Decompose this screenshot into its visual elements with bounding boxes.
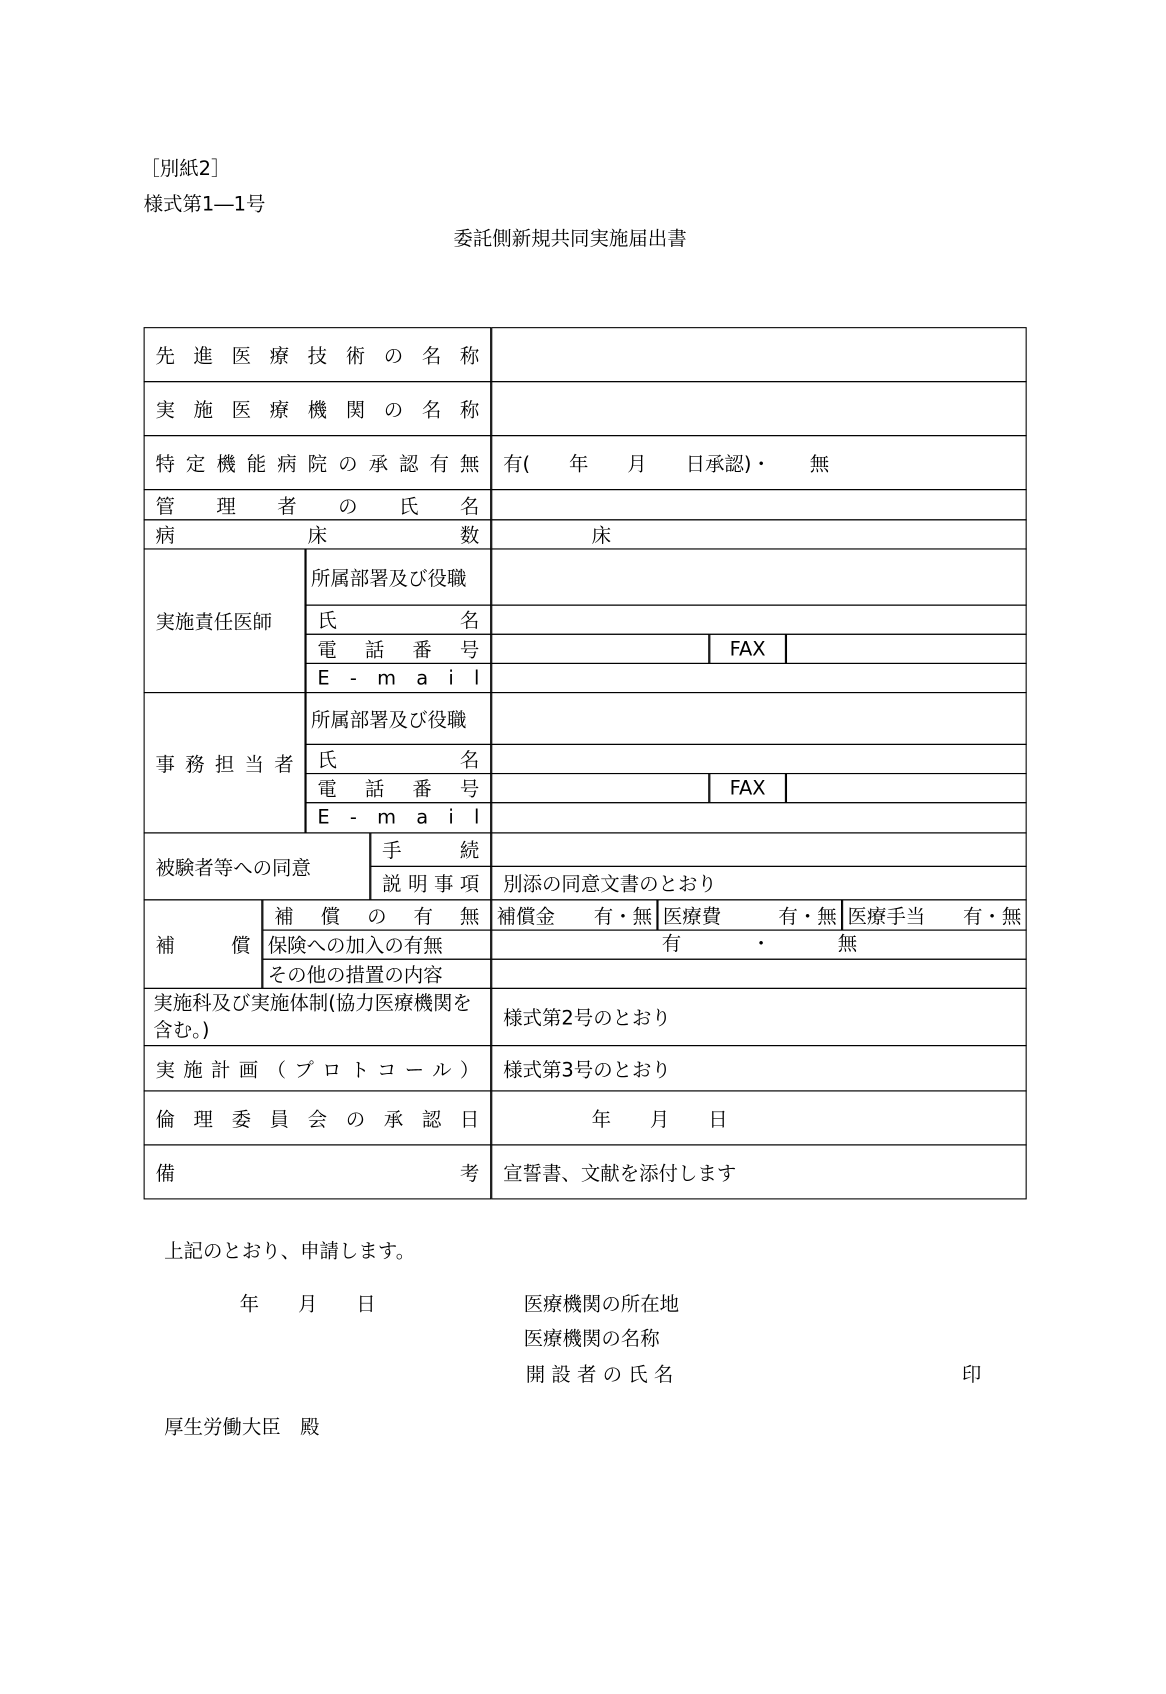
special-hospital-field[interactable]: 有( 年 月 日承認)・ 無 <box>491 435 1026 490</box>
consent-explanation-label: 説明事項 <box>370 866 491 901</box>
medical-cost-cell[interactable] <box>657 899 842 930</box>
clerk-phone-field[interactable] <box>491 773 709 803</box>
other-measures-label: その他の措置の内容 <box>262 959 491 989</box>
application-date[interactable]: 年 月 日 <box>239 1293 376 1317</box>
clerk-email-label: E - m a i l <box>306 802 492 833</box>
protocol-field[interactable]: 様式第3号のとおり <box>491 1045 1026 1091</box>
consent-procedure-label: 手続 <box>370 832 491 867</box>
manager-label: 管理者の氏名 <box>144 489 492 520</box>
clerk-dept-label: 所属部署及び役職 <box>306 692 492 745</box>
comp-money-choice[interactable]: 有・無 <box>593 905 653 928</box>
departments-label: 実施科及び実施体制(協力医療機関を含む。) <box>144 988 492 1046</box>
medical-cost-choice[interactable]: 有・無 <box>778 905 837 928</box>
protocol-label: 実施計画（プロトコール） <box>144 1045 492 1091</box>
insurance-yes[interactable]: 有 <box>661 932 682 956</box>
clerk-email-field[interactable] <box>491 802 1026 833</box>
insurance-field[interactable] <box>491 930 1026 960</box>
institution-name-footer-label: 医療機関の名称 <box>523 1327 660 1351</box>
insurance-dot: ・ <box>751 932 771 956</box>
remarks-label: 備考 <box>144 1144 492 1199</box>
doctor-fax-label: FAX <box>709 634 786 664</box>
founder-name-label: 開 設 者 の 氏 名 <box>525 1363 674 1387</box>
clerk-name-label: 氏名 <box>306 744 492 774</box>
institution-name-label: 実施医療機関の名称 <box>144 381 492 436</box>
departments-field[interactable]: 様式第2号のとおり <box>491 988 1026 1046</box>
medical-allowance-cell[interactable] <box>842 899 1027 930</box>
medical-cost-label: 医療費 <box>662 905 722 928</box>
seal-mark: 印 <box>961 1363 982 1387</box>
doctor-phone-label: 電話番号 <box>306 634 492 664</box>
insurance-no[interactable]: 無 <box>837 932 858 956</box>
doctor-email-field[interactable] <box>491 663 1026 693</box>
consent-label: 被験者等への同意 <box>144 832 371 900</box>
other-measures-field[interactable] <box>491 959 1026 989</box>
medical-allowance-choice[interactable]: 有・無 <box>963 905 1022 928</box>
application-statement: 上記のとおり、申請します。 <box>164 1240 416 1264</box>
doctor-name-label: 氏名 <box>306 605 492 635</box>
compensation-label: 補償 <box>144 899 263 989</box>
doctor-email-label: E - m a i l <box>306 663 492 693</box>
remarks-field[interactable]: 宣誓書、文献を添付します <box>491 1144 1026 1199</box>
ethics-label: 倫理委員会の承認日 <box>144 1090 492 1145</box>
form-number: 様式第1―1号 <box>143 193 266 216</box>
doctor-fax-field[interactable] <box>786 634 1027 664</box>
institution-address-label: 医療機関の所在地 <box>523 1293 680 1317</box>
doctor-name-field[interactable] <box>491 605 1026 635</box>
tech-name-field[interactable] <box>491 327 1026 382</box>
tech-name-label: 先進医療技術の名称 <box>144 327 492 382</box>
clerk-label: 事務担当者 <box>144 692 306 833</box>
clerk-fax-label: FAX <box>709 773 786 803</box>
institution-name-field[interactable] <box>491 381 1026 436</box>
comp-money-label: 補償金 <box>496 905 555 928</box>
document-title: 委託側新規共同実施届出書 <box>453 227 687 251</box>
doctor-dept-field[interactable] <box>491 548 1026 605</box>
clerk-name-field[interactable] <box>491 744 1026 774</box>
clerk-phone-label: 電話番号 <box>306 773 492 803</box>
consent-procedure-field[interactable] <box>491 832 1026 867</box>
special-hospital-label: 特定機能病院の承認有無 <box>144 435 492 490</box>
compensation-presence-label: 補償の有無 <box>262 899 491 930</box>
addressee: 厚生労働大臣 殿 <box>164 1416 320 1440</box>
beds-field[interactable]: 床 <box>491 519 1026 549</box>
comp-money-cell[interactable] <box>491 899 657 930</box>
doctor-phone-field[interactable] <box>491 634 709 664</box>
doctor-dept-label: 所属部署及び役職 <box>306 548 492 605</box>
medical-allowance-label: 医療手当 <box>847 905 926 928</box>
ethics-date-field[interactable]: 年 月 日 <box>491 1090 1026 1145</box>
clerk-dept-field[interactable] <box>491 692 1026 745</box>
beds-label: 病床数 <box>144 519 492 549</box>
manager-field[interactable] <box>491 489 1026 520</box>
attachment-label: ［別紙2］ <box>140 157 231 181</box>
doctor-label: 実施責任医師 <box>144 548 306 693</box>
consent-explanation-field[interactable]: 別添の同意文書のとおり <box>491 866 1026 901</box>
clerk-fax-field[interactable] <box>786 773 1027 803</box>
insurance-label: 保険への加入の有無 <box>262 930 491 960</box>
